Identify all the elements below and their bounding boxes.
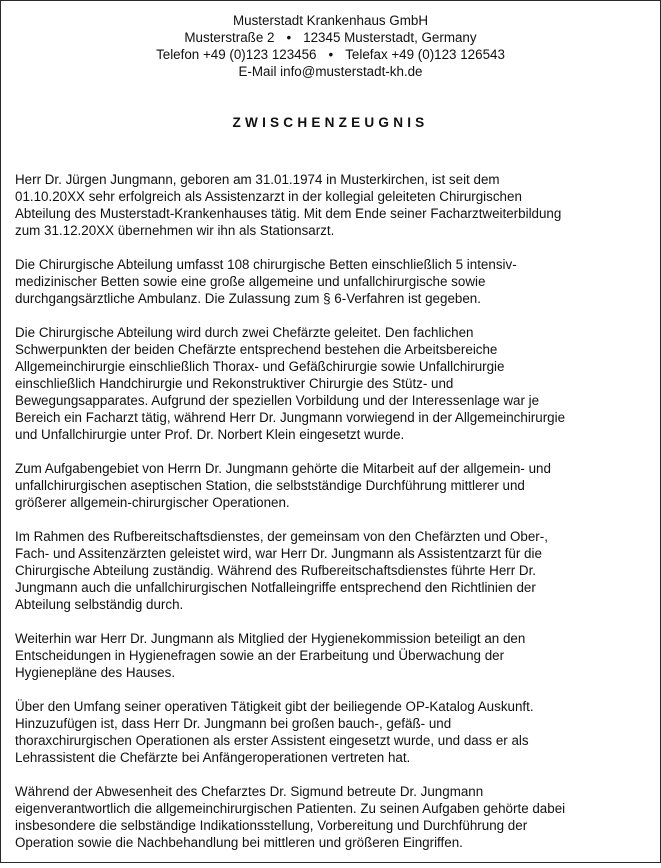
paragraph-line: zum 31.12.20XX übernehmen wir ihn als Stationsarzt.	[15, 223, 335, 238]
paragraph-line: Lehrassistent die Chefärzte bei Anfängeroperationen vertreten hat.	[15, 750, 411, 765]
paragraph-line: unfallchirurgischen aseptischen Station, die selbstständige Durchführung mittlerer und	[15, 478, 525, 493]
letterhead	[1, 12, 660, 80]
street: Musterstraße 2	[184, 30, 275, 45]
paragraph-line: Zum Aufgabengebiet von Herrn Dr. Jungmann gehörte die Mitarbeit auf der allgemein- und	[15, 461, 551, 476]
paragraph-line: Jungmann auch die unfallchirurgischen Notfalleingriffe entsprechend den Richtlinien der	[15, 580, 536, 595]
paragraph-line: Chirurgische Abteilung zuständig. Während des Rufbereitschaftsdienstes führte Herr Dr.	[15, 563, 537, 578]
paragraph	[15, 528, 655, 613]
paragraph-line: Über den Umfang seiner operativen Tätigkeit gibt der beiliegende OP-Katalog Auskunft.	[15, 699, 534, 714]
document-body	[15, 171, 655, 868]
paragraph-line: Hygienepläne des Hauses.	[15, 665, 176, 680]
paragraph-line: Allgemeinchirurgie einschließlich Thorax- und Gefäßchirurgie sowie Unfallchirurgie	[15, 359, 505, 374]
paragraph	[15, 256, 655, 307]
paragraph-line: Bereich ein Facharzt tätig, während Herr Dr. Jungmann vorwiegend in der Allgemeinchirurgie	[15, 410, 566, 425]
paragraph-line: und Unfallchirurgie unter Prof. Dr. Norbert Klein eingesetzt wurde.	[15, 427, 405, 442]
paragraph-line: einschließlich Handchirurgie und Rekonstruktiver Chirurgie des Stütz- und	[15, 376, 454, 391]
email: E-Mail info@musterstadt-kh.de	[238, 64, 423, 79]
paragraph-line: Abteilung des Musterstadt-Krankenhauses tätig. Mit dem Ende seiner Facharztweiterbildung	[15, 206, 562, 221]
paragraph-line: eigenverantwortlich die allgemeinchirurgischen Patienten. Zu seinen Aufgaben gehörte dabei	[15, 801, 566, 816]
city: 12345 Musterstadt, Germany	[303, 30, 477, 45]
address-line	[1, 29, 660, 46]
paragraph	[15, 630, 655, 681]
paragraph-line: Entscheidungen in Hygienefragen sowie an der Erarbeitung und Überwachung der	[15, 648, 505, 663]
paragraph-line: Abteilung selbständig durch.	[15, 597, 184, 612]
paragraph-line: Die Chirurgische Abteilung umfasst 108 chirurgische Betten einschließlich 5 intensiv-	[15, 257, 517, 272]
separator-dot: •	[286, 30, 292, 45]
paragraph-line: Bewegungsapparates. Aufgrund der speziellen Vorbildung und der Interessenlage war je	[15, 393, 540, 408]
paragraph-line: durchgangsärztliche Ambulanz. Die Zulassung zum § 6-Verfahren ist gegeben.	[15, 291, 481, 306]
paragraph-line: Herr Dr. Jürgen Jungmann, geboren am 31.01.1974 in Musterkirchen, ist seit dem	[15, 172, 500, 187]
phone: Telefon +49 (0)123 123456	[156, 47, 317, 62]
paragraph	[15, 783, 655, 851]
separator-dot: •	[328, 47, 334, 62]
paragraph-line: größerer allgemein-chirurgischer Operationen.	[15, 495, 290, 510]
paragraph-line: thoraxchirurgischen Operationen als erster Assistent eingesetzt wurde, und dass er als	[15, 733, 529, 748]
paragraph-line: Weiterhin war Herr Dr. Jungmann als Mitglied der Hygienekommission beteiligt an den	[15, 631, 526, 646]
fax: Telefax +49 (0)123 126543	[345, 47, 505, 62]
paragraph-line: Operation sowie die Nachbehandlung bei mittleren und größeren Eingriffen.	[15, 835, 463, 850]
company-name: Musterstadt Krankenhaus GmbH	[233, 13, 428, 28]
paragraph	[15, 324, 655, 443]
paragraph-line: Hinzuzufügen ist, dass Herr Dr. Jungmann bei großen bauch-, gefäß- und	[15, 716, 452, 731]
paragraph-line: Im Rahmen des Rufbereitschaftsdienstes, der gemeinsam von den Chefärzten und Ober-,	[15, 529, 548, 544]
paragraph-line: insbesondere die selbständige Indikationsstellung, Vorbereitung und Durchführung der	[15, 818, 528, 833]
document-title: ZWISCHENZEUGNIS	[232, 115, 429, 130]
paragraph-line: Fach- und Assitenzärzten geleistet wird, war Herr Dr. Jungmann als Assistentzarzt für die	[15, 546, 542, 561]
paragraph	[15, 698, 655, 766]
paragraph	[15, 171, 655, 239]
paragraph-line: Die Chirurgische Abteilung wird durch zwei Chefärzte geleitet. Den fachlichen	[15, 325, 474, 340]
paragraph-line: Schwerpunkten der beiden Chefärzte entsprechend bestehen die Arbeitsbereiche	[15, 342, 498, 357]
paragraph	[15, 460, 655, 511]
paragraph-line: 01.10.20XX sehr erfolgreich als Assistenzarzt in der kollegial geleiteten Chirurgischen	[15, 189, 522, 204]
paragraph-line: Während der Abwesenheit des Chefarztes Dr. Sigmund betreute Dr. Jungmann	[15, 784, 484, 799]
contact-line	[1, 46, 660, 63]
paragraph-line: medizinischer Betten sowie eine große allgemeine und unfallchirurgische sowie	[15, 274, 486, 289]
